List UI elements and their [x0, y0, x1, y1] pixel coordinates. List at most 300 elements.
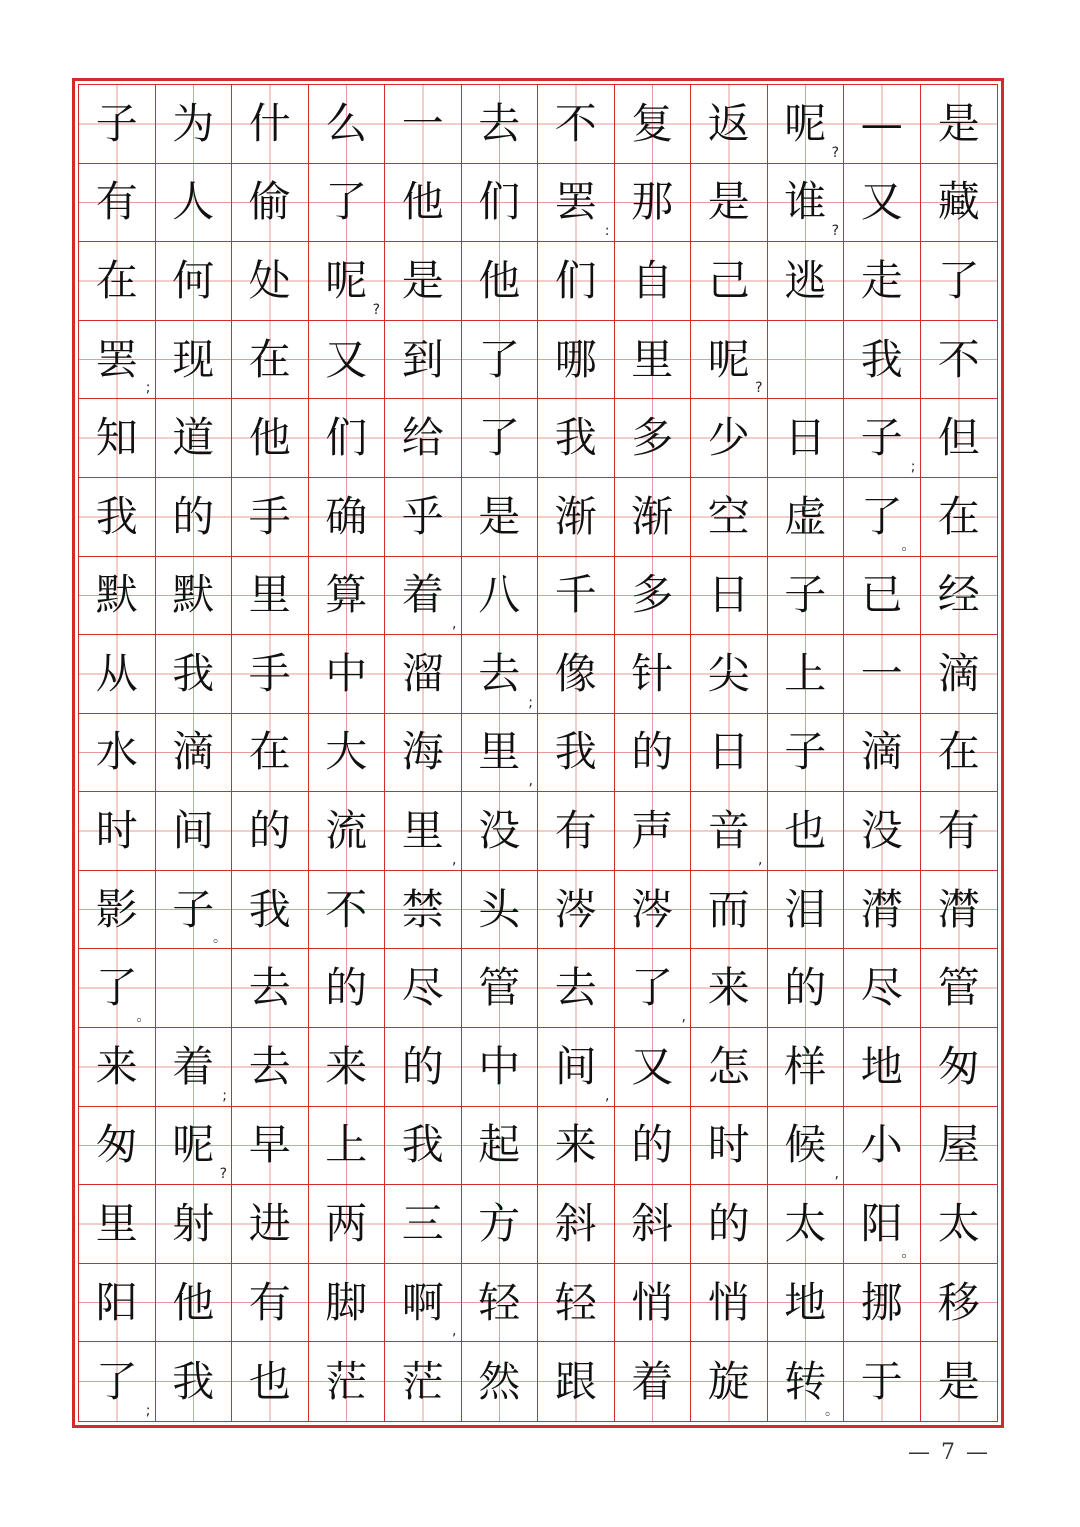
character: 呢 [707, 334, 750, 384]
character: 管 [478, 963, 521, 1013]
character: 上 [784, 648, 827, 698]
grid-cell [156, 635, 233, 714]
grid-cell [538, 1342, 615, 1421]
character: 斜 [554, 1199, 597, 1249]
character: 涔 [554, 884, 597, 934]
grid-cell [615, 557, 692, 636]
character: 匆 [937, 1041, 980, 1091]
grid-cell [691, 85, 768, 164]
grid-cell [385, 557, 462, 636]
punctuation-mark: ; [528, 694, 533, 711]
character: 在 [937, 491, 980, 541]
character: 尽 [401, 963, 444, 1013]
grid-cell [921, 1028, 998, 1107]
grid-cell [615, 1107, 692, 1186]
character: 间 [172, 806, 215, 856]
grid-cell [844, 792, 921, 871]
grid-cell [691, 1264, 768, 1343]
character: 大 [325, 727, 368, 777]
grid-cell [156, 242, 233, 321]
grid-cell [615, 949, 692, 1028]
character: 潸 [937, 884, 980, 934]
grid-cell [768, 949, 845, 1028]
grid-cell [462, 949, 539, 1028]
character: 而 [707, 884, 750, 934]
grid-cell [309, 242, 386, 321]
grid-cell [462, 399, 539, 478]
character: 是 [707, 177, 750, 227]
character: 也 [784, 806, 827, 856]
grid-cell [615, 164, 692, 243]
grid-cell [844, 1107, 921, 1186]
grid-cell [538, 242, 615, 321]
character: 哪 [554, 334, 597, 384]
character: 涔 [631, 884, 674, 934]
character: 间 [554, 1041, 597, 1091]
character: 返 [707, 98, 750, 148]
grid-cell [691, 714, 768, 793]
grid-cell [844, 1028, 921, 1107]
grid-cell [79, 635, 156, 714]
grid-cell [385, 85, 462, 164]
character: 候 [784, 1120, 827, 1170]
grid-cell [691, 1342, 768, 1421]
punctuation-mark: : [604, 223, 610, 240]
grid-cell [156, 399, 233, 478]
grid-cell [79, 557, 156, 636]
grid-cell [462, 1185, 539, 1264]
character: 在 [248, 334, 291, 384]
grid-cell [691, 949, 768, 1028]
punctuation-mark: ? [372, 301, 380, 318]
grid-cell [385, 949, 462, 1028]
character: 复 [631, 98, 674, 148]
grid-cell [79, 242, 156, 321]
character: 里 [95, 1199, 138, 1249]
grid-cell [79, 871, 156, 950]
punctuation-mark: , [834, 1166, 839, 1183]
grid-cell [538, 1185, 615, 1264]
grid-cell [768, 242, 845, 321]
grid-cell [309, 1264, 386, 1343]
grid-row [79, 399, 997, 478]
grid-cell [538, 871, 615, 950]
character: 去 [248, 1041, 291, 1091]
character: 空 [707, 491, 750, 541]
character: 那 [631, 177, 674, 227]
character: 是 [401, 255, 444, 305]
character: 滴 [937, 648, 980, 698]
grid-cell [462, 557, 539, 636]
grid-cell [768, 635, 845, 714]
grid-cell [615, 242, 692, 321]
grid-cell [156, 1264, 233, 1343]
grid-cell [538, 478, 615, 557]
grid-cell [615, 714, 692, 793]
character: 在 [95, 255, 138, 305]
grid-cell [844, 1264, 921, 1343]
grid-cell [232, 714, 309, 793]
grid-cell [462, 478, 539, 557]
punctuation-mark: , [528, 773, 533, 790]
grid-cell [385, 164, 462, 243]
character: 默 [172, 570, 215, 620]
grid-cell [309, 557, 386, 636]
character: 进 [248, 1199, 291, 1249]
grid-cell [921, 714, 998, 793]
grid-cell [232, 557, 309, 636]
character: 我 [860, 334, 903, 384]
grid-cell [79, 1028, 156, 1107]
grid-row [79, 949, 997, 1028]
punctuation-mark: , [452, 851, 457, 868]
character: 在 [248, 727, 291, 777]
grid-cell [615, 792, 692, 871]
grid-cell [615, 478, 692, 557]
character: 他 [172, 1277, 215, 1327]
punctuation-mark: , [605, 1087, 610, 1104]
grid-cell [768, 1342, 845, 1421]
grid-cell [232, 635, 309, 714]
grid-cell [691, 792, 768, 871]
character: 手 [248, 491, 291, 541]
grid-cell [921, 871, 998, 950]
grid-cell [156, 1028, 233, 1107]
character: 子 [784, 570, 827, 620]
grid-cell [538, 164, 615, 243]
character: 他 [401, 177, 444, 227]
grid-cell [691, 871, 768, 950]
character: 有 [937, 806, 980, 856]
character: 的 [325, 963, 368, 1013]
grid-cell [615, 399, 692, 478]
character: 了 [478, 334, 521, 384]
grid-cell [79, 85, 156, 164]
character: 了 [478, 413, 521, 463]
character: 海 [401, 727, 444, 777]
grid-cell [156, 321, 233, 400]
character: 不 [325, 884, 368, 934]
grid-cell [538, 949, 615, 1028]
writing-grid [78, 84, 998, 1422]
grid-cell [691, 635, 768, 714]
character: 没 [478, 806, 521, 856]
grid-cell [921, 949, 998, 1028]
punctuation-mark: ? [755, 380, 763, 397]
character: 管 [937, 963, 980, 1013]
character: 又 [860, 177, 903, 227]
character: 他 [248, 413, 291, 463]
grid-cell [462, 1028, 539, 1107]
grid-cell [768, 478, 845, 557]
character: 去 [248, 963, 291, 1013]
character: 阳 [860, 1199, 903, 1249]
character: 从 [95, 648, 138, 698]
character: 来 [554, 1120, 597, 1170]
character: 中 [325, 648, 368, 698]
grid-cell [385, 399, 462, 478]
grid-cell [462, 792, 539, 871]
grid-cell [691, 1185, 768, 1264]
character: 早 [248, 1120, 291, 1170]
grid-cell [79, 949, 156, 1028]
grid-cell [538, 321, 615, 400]
grid-cell [844, 949, 921, 1028]
character: 呢 [172, 1120, 215, 1170]
grid-row [79, 242, 997, 321]
grid-cell [921, 478, 998, 557]
character: 时 [707, 1120, 750, 1170]
grid-cell [79, 1342, 156, 1421]
character: 虚 [784, 491, 827, 541]
character: 着 [401, 570, 444, 620]
character: 乎 [401, 491, 444, 541]
character: — [860, 98, 903, 148]
grid-cell [156, 557, 233, 636]
grid-cell [615, 1185, 692, 1264]
grid-cell [156, 1107, 233, 1186]
grid-cell [385, 1028, 462, 1107]
grid-cell [844, 399, 921, 478]
character: 然 [478, 1356, 521, 1406]
grid-cell [921, 1185, 998, 1264]
character: 子 [95, 98, 138, 148]
grid-cell [232, 242, 309, 321]
grid-cell [462, 635, 539, 714]
grid-cell [385, 1107, 462, 1186]
grid-cell [538, 557, 615, 636]
grid-cell [844, 321, 921, 400]
character: 滴 [860, 727, 903, 777]
grid-cell [309, 792, 386, 871]
character: 轻 [478, 1277, 521, 1327]
grid-cell [768, 321, 845, 400]
character: 了 [95, 1356, 138, 1406]
punctuation-mark: 。 [901, 1244, 916, 1261]
grid-cell [768, 1185, 845, 1264]
grid-cell [538, 85, 615, 164]
character: 转 [784, 1356, 827, 1406]
character: 的 [631, 727, 674, 777]
character: 没 [860, 806, 903, 856]
grid-cell [385, 635, 462, 714]
character: 是 [937, 1356, 980, 1406]
character: 方 [478, 1199, 521, 1249]
grid-cell [691, 1028, 768, 1107]
character: 我 [95, 491, 138, 541]
character: 己 [707, 255, 750, 305]
grid-cell [921, 1342, 998, 1421]
grid-cell [385, 792, 462, 871]
punctuation-mark: ? [831, 144, 839, 161]
punctuation-mark: , [452, 616, 457, 633]
punctuation-mark: ? [831, 223, 839, 240]
character: 到 [401, 334, 444, 384]
character: 呢 [325, 255, 368, 305]
grid-cell [232, 478, 309, 557]
grid-cell [768, 164, 845, 243]
grid-cell [79, 399, 156, 478]
grid-cell [462, 1107, 539, 1186]
character: 匆 [95, 1120, 138, 1170]
character: 跟 [554, 1356, 597, 1406]
grid-cell [691, 399, 768, 478]
grid-cell [921, 164, 998, 243]
character: 去 [478, 648, 521, 698]
character: 们 [554, 255, 597, 305]
character: 声 [631, 806, 674, 856]
grid-row [79, 1185, 997, 1264]
punctuation-mark: , [758, 851, 763, 868]
grid-row [79, 557, 997, 636]
grid-cell [462, 321, 539, 400]
character: 们 [325, 413, 368, 463]
character: 茫 [401, 1356, 444, 1406]
grid-cell [844, 635, 921, 714]
grid-cell [156, 1185, 233, 1264]
character: 们 [478, 177, 521, 227]
grid-cell [538, 1264, 615, 1343]
character: 处 [248, 255, 291, 305]
punctuation-mark: ; [145, 380, 151, 397]
grid-cell [309, 714, 386, 793]
grid-cell [538, 1028, 615, 1107]
grid-cell [538, 635, 615, 714]
grid-row [79, 714, 997, 793]
punctuation-mark: ; [910, 458, 916, 475]
punctuation-mark: ; [145, 1402, 151, 1419]
character: 里 [401, 806, 444, 856]
character: 斜 [631, 1199, 674, 1249]
character: 走 [860, 255, 903, 305]
grid-cell [921, 399, 998, 478]
character: 我 [554, 413, 597, 463]
character: 日 [784, 413, 827, 463]
grid-cell [385, 1264, 462, 1343]
character: 溜 [401, 648, 444, 698]
character: 流 [325, 806, 368, 856]
grid-cell [309, 478, 386, 557]
grid-cell [538, 714, 615, 793]
character: 阳 [95, 1277, 138, 1327]
grid-cell [156, 85, 233, 164]
character: 人 [172, 177, 215, 227]
character: 自 [631, 255, 674, 305]
character: 水 [95, 727, 138, 777]
grid-cell [538, 792, 615, 871]
character: 的 [401, 1041, 444, 1091]
character: 了 [631, 963, 674, 1013]
grid-cell [691, 321, 768, 400]
grid-cell [462, 164, 539, 243]
grid-cell [232, 85, 309, 164]
grid-cell [538, 1107, 615, 1186]
character: 子 [860, 413, 903, 463]
grid-cell [462, 714, 539, 793]
grid-cell [309, 949, 386, 1028]
character: 少 [707, 413, 750, 463]
grid-cell [768, 792, 845, 871]
character: 我 [554, 727, 597, 777]
grid-cell [691, 478, 768, 557]
grid-cell [844, 714, 921, 793]
grid-cell [615, 85, 692, 164]
grid-cell [768, 1264, 845, 1343]
character: 的 [707, 1199, 750, 1249]
character: 挪 [860, 1277, 903, 1327]
character: 悄 [707, 1277, 750, 1327]
grid-cell [232, 164, 309, 243]
grid-cell [615, 1342, 692, 1421]
character: 潸 [860, 884, 903, 934]
character: 给 [401, 413, 444, 463]
grid-cell [232, 1264, 309, 1343]
grid-cell [615, 321, 692, 400]
character: 音 [707, 806, 750, 856]
character: 我 [401, 1120, 444, 1170]
character: 千 [554, 570, 597, 620]
character: 样 [784, 1041, 827, 1091]
grid-cell [768, 399, 845, 478]
grid-cell [232, 871, 309, 950]
character: 去 [478, 98, 521, 148]
grid-cell [156, 164, 233, 243]
grid-cell [309, 1028, 386, 1107]
character: 旋 [707, 1356, 750, 1406]
grid-cell [385, 714, 462, 793]
grid-cell [921, 1264, 998, 1343]
grid-cell [921, 1107, 998, 1186]
grid-cell [156, 478, 233, 557]
grid-row [79, 478, 997, 557]
grid-row [79, 1028, 997, 1107]
character: 尽 [860, 963, 903, 1013]
page-number: — 7 — [908, 1440, 990, 1465]
character: 地 [860, 1041, 903, 1091]
character: 移 [937, 1277, 980, 1327]
character: 藏 [937, 177, 980, 227]
character: 我 [172, 1356, 215, 1406]
grid-cell [921, 792, 998, 871]
character: 也 [248, 1356, 291, 1406]
character: 是 [937, 98, 980, 148]
grid-cell [768, 714, 845, 793]
character: 禁 [401, 884, 444, 934]
punctuation-mark: , [681, 1009, 686, 1026]
character: 上 [325, 1120, 368, 1170]
character: 了 [860, 491, 903, 541]
grid-cell [844, 242, 921, 321]
character: 茫 [325, 1356, 368, 1406]
grid-cell [615, 1028, 692, 1107]
grid-row [79, 635, 997, 714]
grid-cell [79, 1107, 156, 1186]
grid-cell [156, 871, 233, 950]
character: 默 [95, 570, 138, 620]
character: 偷 [248, 177, 291, 227]
grid-cell [232, 399, 309, 478]
character: 中 [478, 1041, 521, 1091]
punctuation-mark: 。 [213, 930, 227, 947]
grid-cell [921, 635, 998, 714]
punctuation-mark: 。 [136, 1009, 151, 1026]
character: 他 [478, 255, 521, 305]
punctuation-mark: ; [222, 1087, 227, 1104]
grid-cell [79, 714, 156, 793]
character: 又 [631, 1041, 674, 1091]
character: 太 [937, 1199, 980, 1249]
grid-cell [309, 1185, 386, 1264]
